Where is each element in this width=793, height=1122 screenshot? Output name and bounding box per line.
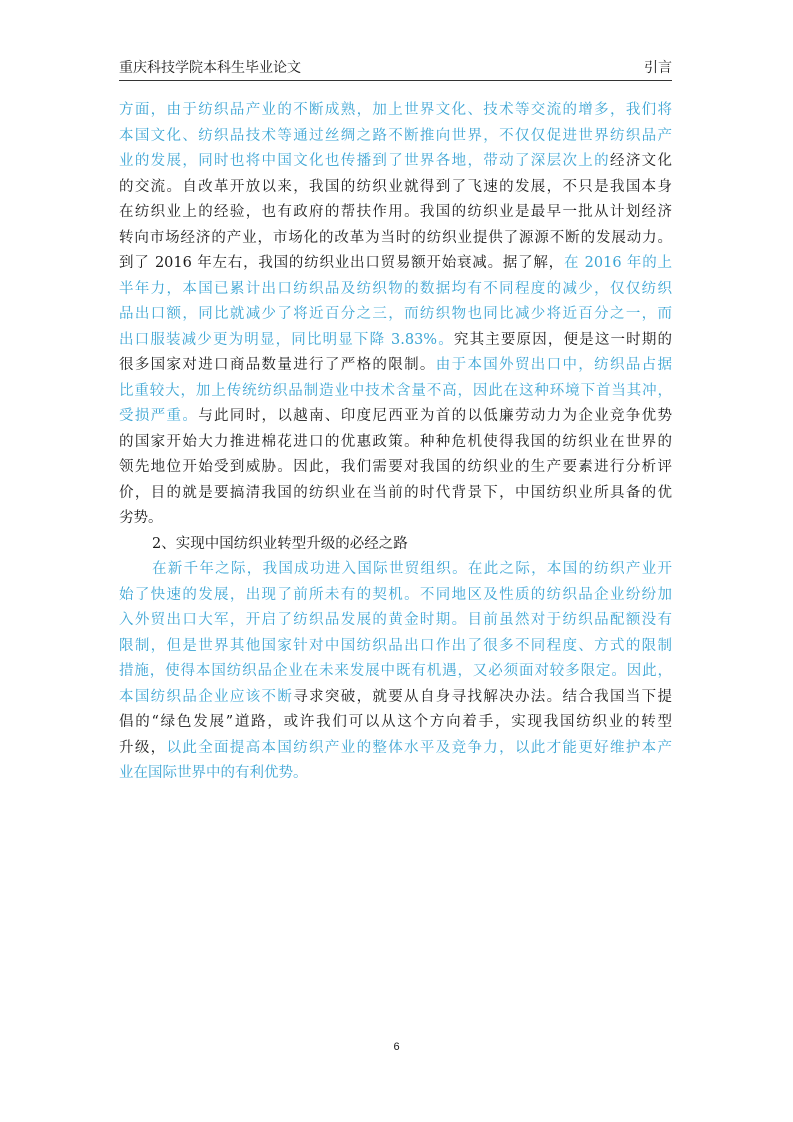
text-line: 在纺织业上的经验，也有政府的帮扶作用。我国的纺织业是最早一批从计划经济 [119,204,672,220]
text-line: 入外贸出口大军，开启了纺织品发展的黄金时期。目前虽然对于纺织品配额没有 [119,612,672,628]
page-header [119,58,672,81]
text-line [119,685,672,711]
text-line [119,149,672,175]
highlighted-text: 由于本国外贸出口中，纺织品占据 [435,357,672,373]
text-line: 领先地位开始受到威胁。因此，我们需要对我国的纺织业的生产要素进行分析评 [119,459,672,475]
highlighted-text: 以此全面提高本国纺织产业的整体水平及竞争力，以此才能更好维护本产 [166,739,672,756]
text-line [119,736,672,762]
text-line: 倡的“绿色发展”道路，或许我们可以从这个方向着手，实现我国纺织业的转型 [119,714,672,730]
text-line: 在新千年之际，我国成功进入国际世贸组织。在此之际，本国的纺织产业开 [152,561,672,577]
plain-text: 到了 2016 年左右，我国的纺织业出口贸易额开始衰减。据了解， [119,255,564,271]
header-chapter-title: 引言 [644,60,672,76]
header-thesis-title: 重庆科技学院本科生毕业论文 [119,60,301,76]
text-line: 限制，但是世界其他国家针对中国纺织品出口作出了很多不同程度、方式的限制 [119,637,672,654]
plain-text: 与此同时，以越南、印度尼西亚为首的以低廉劳动力为企业竞争优势 [198,408,673,424]
plain-text: 究其主要原因，便是这一时期的 [453,331,673,348]
text-line: 劣势。 [119,510,163,526]
text-line [119,328,672,354]
text-line: 方面，由于纺织品产业的不断成熟，加上世界文化、技术等交流的增多，我们将 [119,102,672,118]
plain-text: 经济文化 [609,153,672,169]
text-line: 转向市场经济的产业，市场化的改革为当时的纺织业提供了源源不断的发展动力。 [119,229,672,246]
text-line [119,251,672,277]
text-line: 本国文化、纺织品技术等通过丝绸之路不断推向世界，不仅仅促进世界纺织品产 [119,127,672,144]
highlighted-text: 受损严重。 [119,408,199,424]
text-line: 比重较大，加上传统纺织品制造业中技术含量不高，因此在这种环境下首当其冲， [119,382,672,399]
paragraph-2 [119,557,672,787]
paragraph-1 [119,98,672,532]
highlighted-text: 出口服装减少更为明显，同比明显下降 3.83%。 [119,331,454,348]
plain-text: 升级， [119,739,167,756]
highlighted-text: 业的发展，同时也将中国文化也传播到了世界各地，带动了深层次上的 [119,153,610,169]
text-line [119,353,672,379]
text-line: 措施，使得本国纺织品企业在未来发展中既有机遇，又必须面对较多限定。因此， [119,663,672,679]
plain-text: 很多国家对进口商品数量进行了严格的限制。 [119,357,436,373]
text-line: 价，目的就是要搞清我国的纺织业在当前的时代背景下，中国纺织业所具备的优 [119,484,672,501]
highlighted-text: 在 2016 年的上 [563,255,672,271]
text-line: 的国家开始大力推进棉花进口的优惠政策。种种危机使得我国的纺织业在世界的 [119,433,672,450]
text-line [119,404,672,430]
text-line: 的交流。自改革开放以来，我国的纺织业就得到了飞速的发展，不只是我国本身 [119,178,672,195]
document-body [119,98,672,787]
text-line: 业在国际世界中的有利优势。 [119,765,308,781]
text-line: 半年力，本国已累计出口纺织品及纺织物的数据均有不同程度的减少，仅仅纺织 [119,280,672,297]
page-number: 6 [393,1041,400,1053]
section-heading: 2、实现中国纺织业转型升级的必经之路 [152,535,408,552]
text-line: 始了快速的发展，出现了前所未有的契机。不同地区及性质的纺织品企业纷纷加 [119,586,672,603]
text-line: 品出口额，同比就减少了将近百分之三，而纺织物也同比减少将近百分之一，而 [119,306,672,322]
highlighted-text: 本国纺织品企业应该不断 [119,688,294,705]
plain-text: 寻求突破，就要从自身寻找解决办法。结合我国当下提 [293,688,673,705]
